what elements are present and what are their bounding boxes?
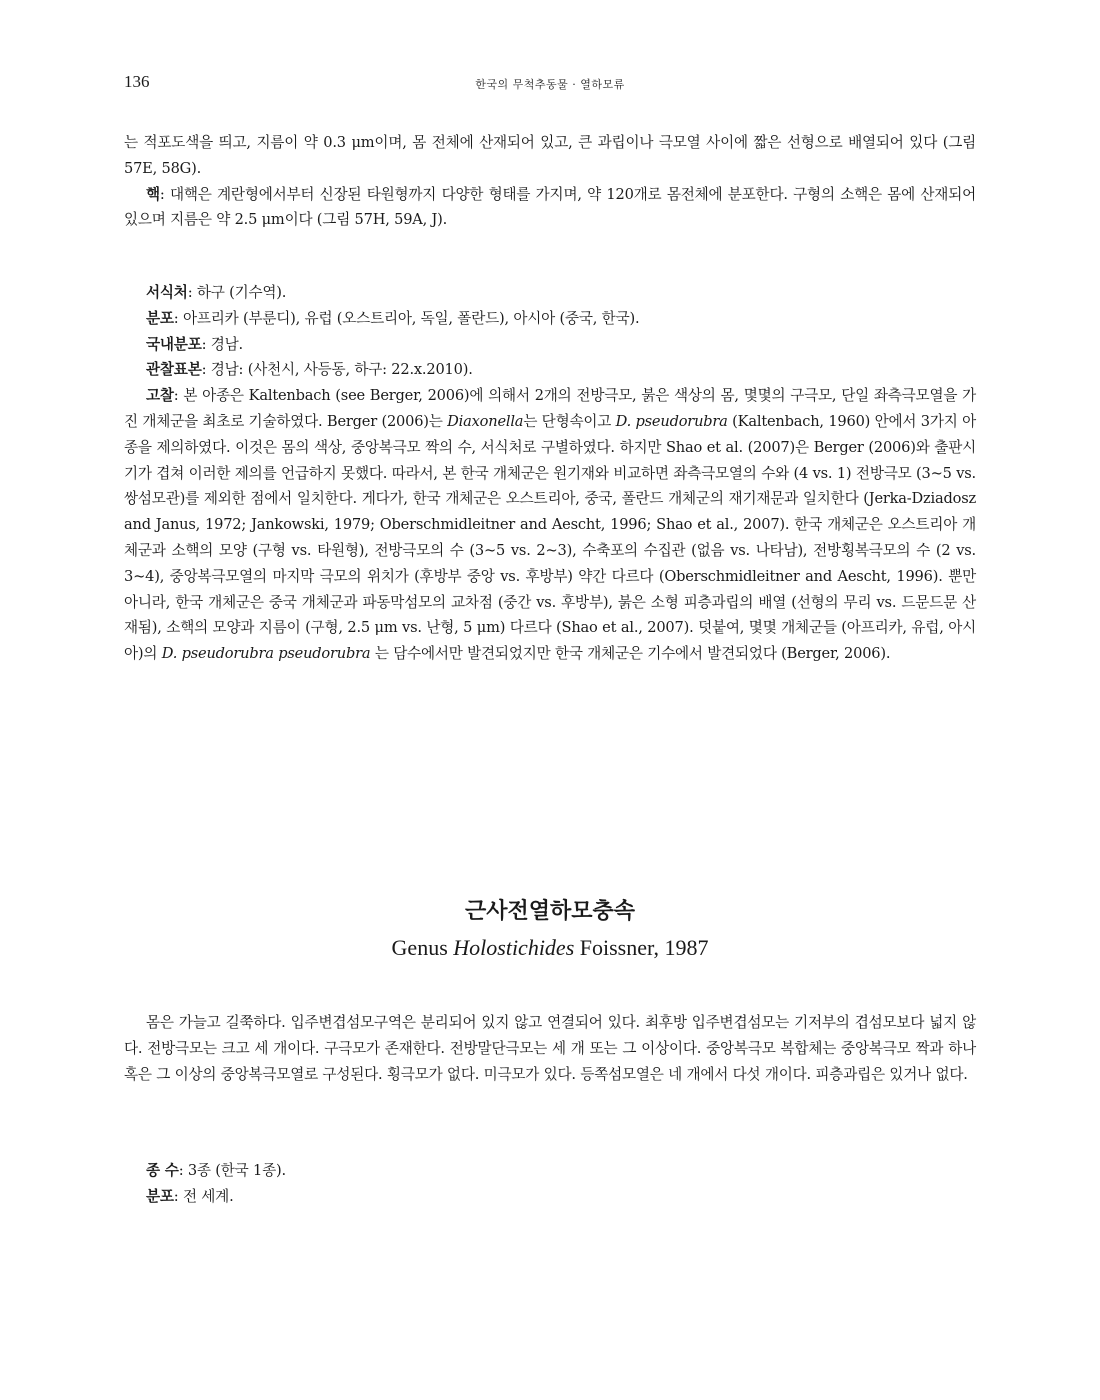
intro-section — [124, 130, 976, 233]
genus-description: 몸은 가늘고 길쭉하다. 입주변겹섬모구역은 분리되어 있지 않고 연결되어 있다. 최후방 입주변겹섬모는 기저부의 겹섬모보다 넓지 않다. 전방극모는 크고 세 개이다. 구극모가 존재한다. 전방말단극모는 세 개 또는 그 이상이다. 중앙복극모 복합체는 중앙복극모 짝과 하나 혹은 그 이상의 중앙복극모열로 구성된다. 횡극모가 없다. 미극모가 있다. 등쪽섬모열은 네 개에서 다섯 개이다. 피층과립은 있거나 없다. — [124, 1014, 976, 1083]
genus-title-prefix: Genus — [391, 935, 454, 960]
remarks-text-1: : 본 아종은 Kaltenbach (see Berger, 2006)에 의해서 2개의 전방극모, 붉은 색상의 몸, 몇몇의 구극모, 단일 좌측극모열을 가진 개체군을 최초로 기술하였다. Berger (2006)는 — [124, 387, 976, 430]
genus-title-korean: 근사전열하모충속 — [464, 899, 636, 924]
distribution-value: : 아프리카 (부룬디), 유럽 (오스트리아, 독일, 폴란드), 아시아 (중국, 한국). — [173, 309, 640, 327]
habitat-line — [124, 280, 976, 306]
nucleus-paragraph — [124, 182, 976, 234]
specimen-value: : 경남: (사천시, 사등동, 하구: 22.x.2010). — [201, 361, 473, 379]
remarks-text-3: (Kaltenbach, 1960) 안에서 3가지 아종을 제의하였다. 이것은 몸의 색상, 중앙복극모 짝의 수, 서식처로 구별하였다. 하지만 Shao et al. (2007)은 Berger (2006)와 출판시기가 겹쳐 이러한 제의를 언급하지 못했다. 따라서, 본 한국 개체군은 원기재와 비교하면 좌측극모열의 수와 (4 vs. 1) 전방극모 (3~5 vs. 쌍섬모관)를 제외한 점에서 일치한다. 게다가, 한국 개체군은 오스트리아, 중국, 폴란드 개체군의 재기재문과 일치한다 (Jerka-Dziadosz and Janus, 1972; Jankowski, 1979; Oberschmidleitner and Aescht, 1996; Shao et al., 2007). 한국 개체군은 오스트리아 개체군과 소핵의 모양 (구형 vs. 타원형), 전방극모의 수 (3~5 vs. 2~3), 수축포의 수집관 (없음 vs. 나타남), 전방횡복극모의 수 (2 vs. 3~4), 중앙복극모열의 마지막 극모의 위치가 (후방부 중앙 vs. 후방부) 약간 다르다 (Oberschmidleitner and Aescht, 1996). 뿐만 아니라, 한국 개체군은 중국 개체군과 파동막섬모의 교차점 (중간 vs. 후방부), 붉은 소형 피층과립의 배열 (선형의 무리 vs. 드문드문 산재됨), 소핵의 모양과 지름이 (구형, 2.5 μm vs. 난형, 5 μm) 다르다 (Shao et al., 2007). 덧붙여, 몇몇 개체군들 (아프리카, 유럽, 아시아)의 — [124, 412, 976, 663]
domestic-distribution-value: : 경남. — [201, 335, 243, 353]
remarks-taxon-2: D. pseudorubra — [615, 412, 728, 430]
genus-title-name: Holostichides — [453, 935, 575, 960]
page-header — [124, 72, 976, 98]
genus-distribution-value: : 전 세계. — [173, 1187, 234, 1205]
remarks-paragraph — [124, 383, 976, 667]
intro-paragraph: 는 적포도색을 띄고, 지름이 약 0.3 μm이며, 몸 전체에 산재되어 있고, 큰 과립이나 극모열 사이에 짧은 선형으로 배열되어 있다 (그림 57E, 58G). — [124, 134, 976, 177]
page-number: 136 — [124, 72, 150, 91]
genus-fields — [124, 1158, 976, 1210]
running-title: 한국의 무척추동물 · 열하모류 — [475, 78, 625, 91]
remarks-text-2: 는 단형속이고 — [523, 412, 616, 430]
genus-description-section — [124, 1010, 976, 1087]
species-fields — [124, 280, 976, 667]
domestic-distribution-line — [124, 332, 976, 358]
specimen-label: 관찰표본 — [146, 361, 202, 379]
remarks-taxon-3: D. pseudorubra pseudorubra — [161, 645, 371, 663]
habitat-label: 서식처 — [146, 284, 188, 301]
remarks-taxon-1: Diaxonella — [447, 412, 524, 430]
remarks-label: 고찰 — [146, 387, 174, 405]
species-count-value: : 3종 (한국 1종). — [178, 1162, 286, 1179]
nucleus-label: 핵 — [146, 185, 160, 203]
species-count-label: 종 수 — [146, 1162, 179, 1179]
genus-heading — [124, 895, 976, 965]
genus-title-english — [124, 931, 976, 965]
nucleus-text: : 대핵은 계란형에서부터 신장된 타원형까지 다양한 형태를 가지며, 약 120개로 몸전체에 분포한다. 구형의 소핵은 몸에 산재되어 있으며 지름은 약 2.5 μm이다 (그림 57H, 59A, J). — [124, 185, 976, 229]
genus-distribution-line — [124, 1184, 976, 1210]
habitat-value: : 하구 (기수역). — [187, 284, 287, 301]
specimen-line — [124, 357, 976, 383]
remarks-text-4: 는 담수에서만 발견되었지만 한국 개체군은 기수에서 발견되었다 (Berger, 2006). — [370, 645, 891, 663]
domestic-distribution-label: 국내분포 — [146, 335, 202, 353]
genus-title-suffix: Foissner, 1987 — [574, 935, 709, 960]
species-count-line — [124, 1158, 976, 1184]
distribution-label: 분포 — [146, 309, 174, 327]
distribution-line — [124, 306, 976, 332]
genus-distribution-label: 분포 — [146, 1187, 174, 1205]
